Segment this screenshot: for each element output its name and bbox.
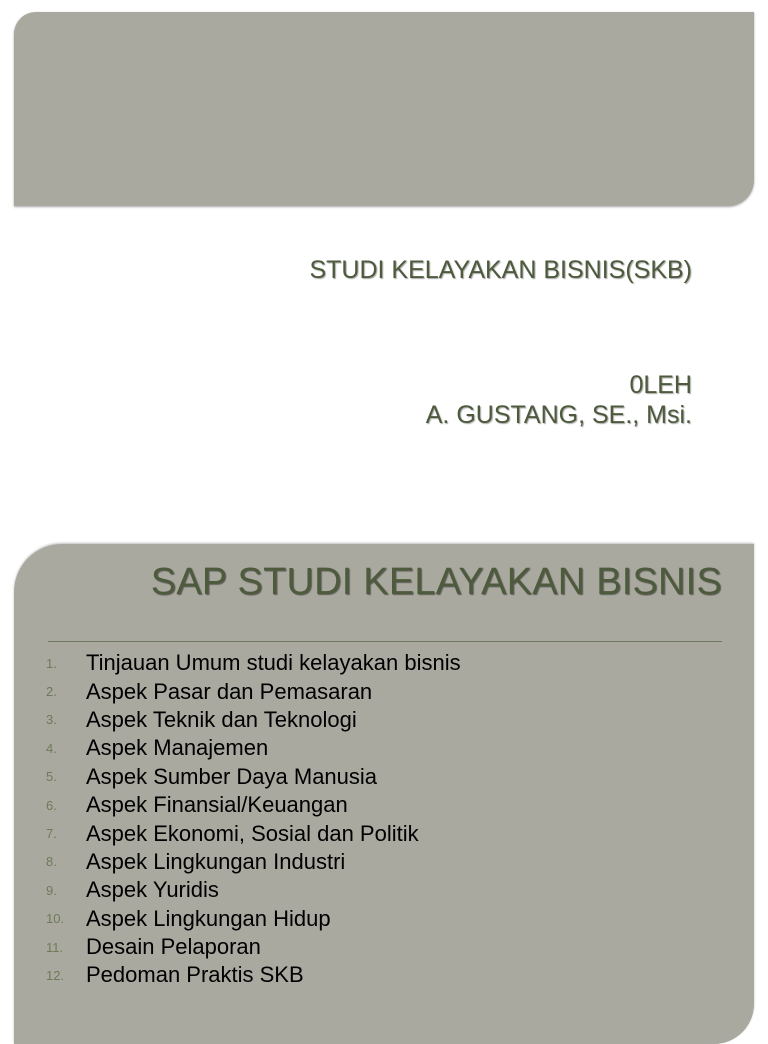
title-slide-banner <box>14 12 754 206</box>
item-text: Aspek Lingkungan Industri <box>86 848 346 874</box>
item-number: 2. <box>46 684 57 700</box>
item-text: Aspek Finansial/Keuangan <box>86 792 348 818</box>
item-text: Tinjauan Umum studi kelayakan bisnis <box>86 650 461 676</box>
item-number: 5. <box>46 769 57 785</box>
item-number: 12. <box>46 967 65 983</box>
list-item <box>30 819 710 847</box>
item-text: Desain Pelaporan <box>86 934 261 960</box>
item-number: 6. <box>46 797 57 813</box>
list-item <box>30 677 710 705</box>
author-name: A. GUSTANG, SE., Msi. <box>425 401 692 429</box>
author-block <box>426 370 692 430</box>
item-text: Aspek Pasar dan Pemasaran <box>86 678 373 704</box>
list-item <box>30 876 710 904</box>
agenda-heading: SAP STUDI KELAYAKAN BISNIS <box>150 561 722 603</box>
list-item <box>30 791 710 819</box>
item-text: Aspek Ekonomi, Sosial dan Politik <box>86 820 419 846</box>
item-text: Aspek Lingkungan Hidup <box>86 905 331 931</box>
list-item <box>30 763 710 791</box>
item-text: Aspek Teknik dan Teknologi <box>86 706 357 732</box>
item-number: 7. <box>46 826 57 842</box>
by-label: 0LEH <box>629 371 692 399</box>
item-number: 8. <box>46 854 57 870</box>
list-item <box>30 933 710 961</box>
item-text: Aspek Manajemen <box>86 735 269 761</box>
item-text: Pedoman Praktis SKB <box>86 962 304 988</box>
heading-divider <box>48 641 722 642</box>
item-text: Aspek Yuridis <box>86 877 219 903</box>
list-item <box>30 848 710 876</box>
list-item <box>30 649 710 677</box>
item-number: 9. <box>46 882 57 898</box>
item-text: Aspek Sumber Daya Manusia <box>86 763 378 789</box>
item-number: 4. <box>46 740 57 756</box>
item-number: 3. <box>46 712 57 728</box>
list-item <box>30 706 710 734</box>
slide-title: STUDI KELAYAKAN BISNIS(SKB) <box>309 256 692 284</box>
item-number: 1. <box>46 655 57 671</box>
item-number: 10. <box>46 911 65 927</box>
list-item <box>30 961 710 989</box>
agenda-list <box>30 649 710 990</box>
item-number: 11. <box>46 939 64 955</box>
list-item <box>30 734 710 762</box>
list-item <box>30 905 710 933</box>
